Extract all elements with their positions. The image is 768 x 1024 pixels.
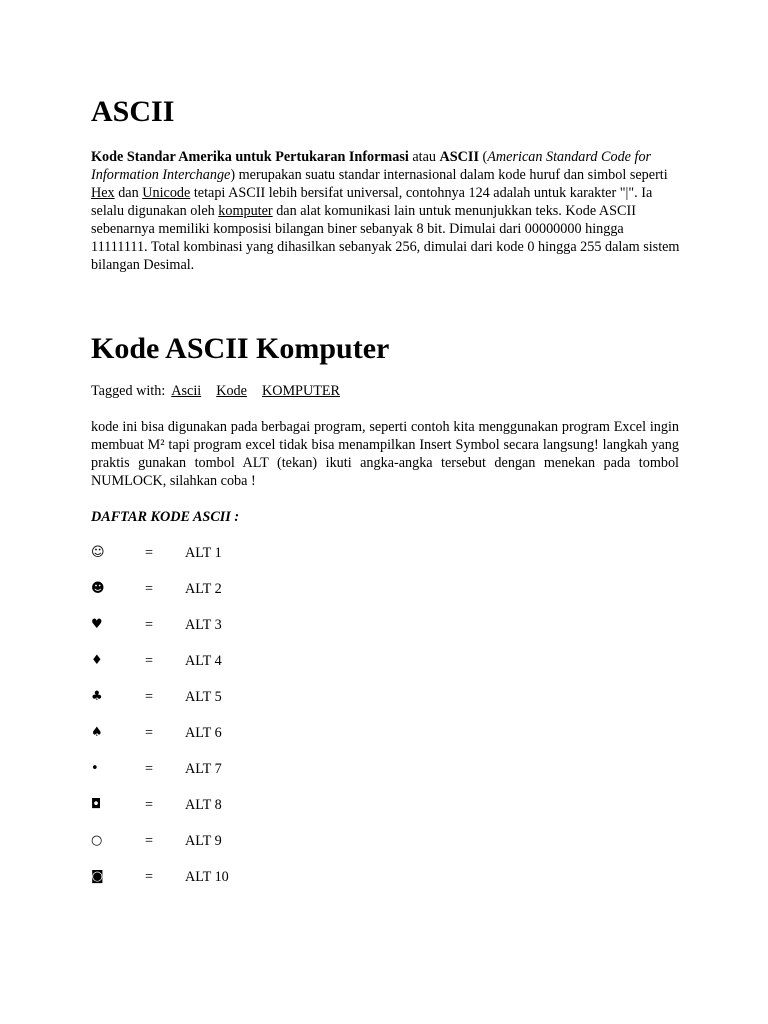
equals-sign: =: [145, 725, 154, 741]
section-heading: Kode ASCII Komputer: [91, 332, 390, 365]
alt-code: ALT 10: [185, 869, 229, 885]
code-row: [91, 868, 391, 904]
komputer-link[interactable]: komputer: [218, 203, 273, 219]
alt-code: ALT 8: [185, 797, 222, 813]
equals-sign: =: [145, 869, 154, 885]
equals-sign: =: [145, 653, 154, 669]
intro-bold-term: Kode Standar Amerika untuk Pertukaran Informasi: [91, 149, 409, 165]
alt-code: ALT 4: [185, 653, 222, 669]
intro-text-2: (: [478, 149, 488, 165]
tags-line: [91, 382, 340, 400]
alt-code: ALT 2: [185, 581, 222, 597]
code-row: [91, 796, 391, 832]
page-title: ASCII: [91, 95, 175, 128]
black-smiley-icon: ☻: [91, 581, 105, 596]
code-row: [91, 832, 391, 868]
intro-text-6: dan alat komunikasi lain untuk menunjukkan teks. Kode ASCII sebenarnya memiliki komposisi bilangan biner sebanyak 8 bit. Dimulai dari 00000000 hingga 11111111. Total kombinasi yang dihasilkan sebanyak 256, dimulai dari kode 0 hingga 255 dalam sistem bilangan Desimal.: [91, 203, 680, 273]
code-row: [91, 724, 391, 760]
list-title: DAFTAR KODE ASCII :: [91, 509, 240, 525]
code-row: [91, 616, 391, 652]
bullet-icon: •: [91, 761, 99, 776]
equals-sign: =: [145, 689, 154, 705]
alt-code: ALT 5: [185, 689, 222, 705]
equals-sign: =: [145, 833, 154, 849]
white-smiley-icon: ☺: [91, 545, 105, 560]
hex-link[interactable]: Hex: [91, 185, 115, 201]
intro-paragraph: [91, 148, 681, 274]
code-row: [91, 544, 391, 580]
equals-sign: =: [145, 581, 154, 597]
alt-code: ALT 9: [185, 833, 222, 849]
intro-text-4: dan: [114, 185, 143, 201]
diamond-icon: ♦: [91, 653, 103, 668]
body-paragraph: kode ini bisa digunakan pada berbagai program, seperti contoh kita menggunakan program Excel ingin membuat M² tapi program excel tidak bisa menampilkan Insert Symbol secara langsung! langkah yang praktis gunakan tombol ALT (tekan) ikuti angka-angka tersebut dengan menekan pada tombol NUMLOCK, silahkan coba !: [91, 419, 679, 489]
intro-text-3: ) merupakan suatu standar internasional dalam kode huruf dan simbol seperti: [230, 167, 668, 183]
heart-icon: ♥: [91, 617, 103, 632]
inverse-bullet-icon: ◘: [91, 797, 102, 812]
code-row: [91, 760, 391, 796]
equals-sign: =: [145, 761, 154, 777]
circle-icon: ○: [91, 833, 103, 848]
inverse-circle-icon: ◙: [91, 869, 104, 884]
intro-bold-ascii: ASCII: [439, 149, 479, 165]
equals-sign: =: [145, 797, 154, 813]
tag-kode-link[interactable]: Kode: [216, 383, 247, 399]
alt-code: ALT 6: [185, 725, 222, 741]
alt-code: ALT 3: [185, 617, 222, 633]
code-row: [91, 688, 391, 724]
tag-ascii-link[interactable]: Ascii: [171, 383, 202, 399]
alt-code: ALT 7: [185, 761, 222, 777]
ascii-code-list: [91, 544, 391, 904]
intro-text-5: tetapi ASCII lebih bersifat universal, contohnya 124 adalah untuk karakter "|". Ia selalu digunakan oleh: [91, 185, 653, 219]
unicode-link[interactable]: Unicode: [142, 185, 191, 201]
alt-code: ALT 1: [185, 545, 222, 561]
intro-text-1: atau: [408, 149, 440, 165]
equals-sign: =: [145, 617, 154, 633]
equals-sign: =: [145, 545, 154, 561]
code-row: [91, 580, 391, 616]
tags-label: Tagged with:: [91, 383, 166, 399]
club-icon: ♣: [91, 689, 103, 704]
code-row: [91, 652, 391, 688]
tag-komputer-link[interactable]: KOMPUTER: [261, 383, 340, 399]
spade-icon: ♠: [91, 725, 103, 740]
intro-italic-term: American Standard Code for Information Interchange: [91, 149, 652, 183]
